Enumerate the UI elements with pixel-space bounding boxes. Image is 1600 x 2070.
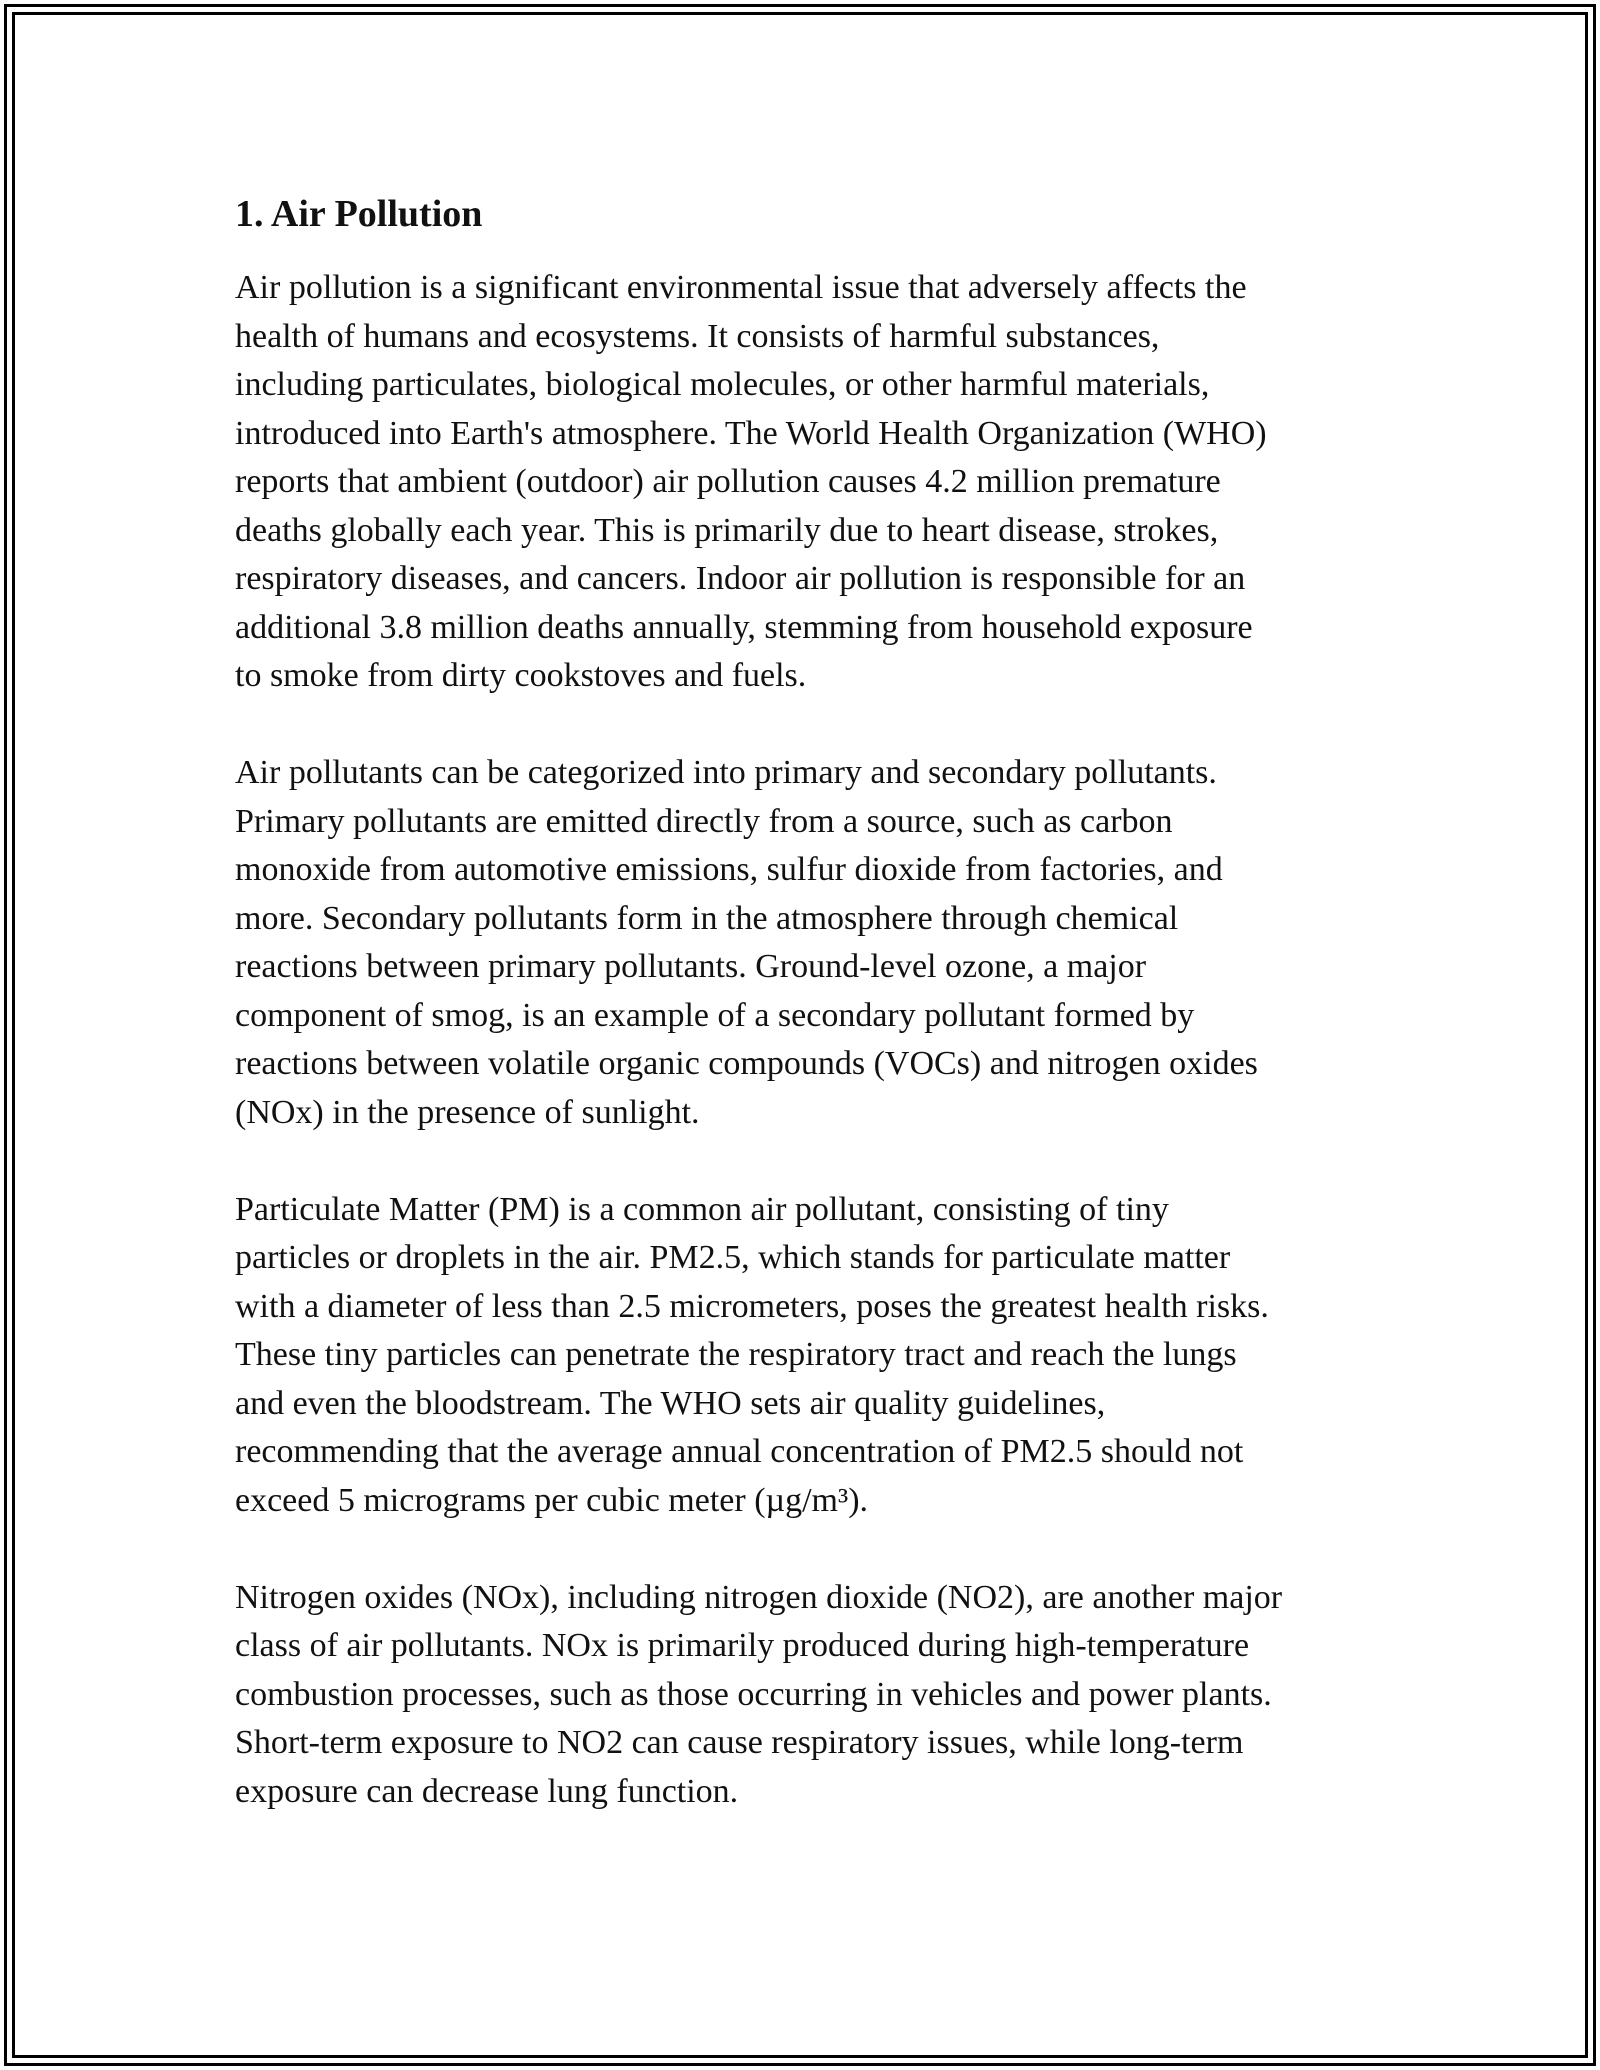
section-heading: 1. Air Pollution [235,193,483,235]
text-line: recommending that the average annual concentration of PM2.5 should not [235,1433,1244,1470]
document-body [235,190,1370,1865]
text-line: and even the bloodstream. The WHO sets air quality guidelines, [235,1384,1106,1422]
text-line: additional 3.8 million deaths annually, stemming from household exposure [235,608,1253,646]
text-line: respiratory diseases, and cancers. Indoor air pollution is responsible for an [235,560,1246,597]
paragraph-nitrogen-oxides [235,1574,1370,1817]
text-line: more. Secondary pollutants form in the atmosphere through chemical [235,899,1179,937]
text-line: reports that ambient (outdoor) air pollution causes 4.2 million premature [235,463,1221,500]
text-line: exposure can decrease lung function. [235,1772,739,1810]
text-line: (NOx) in the presence of sunlight. [235,1093,700,1131]
text-line: particles or droplets in the air. PM2.5, which stands for particulate matter [235,1239,1231,1276]
text-line: These tiny particles can penetrate the respiratory tract and reach the lungs [235,1336,1237,1373]
text-line: Particulate Matter (PM) is a common air pollutant, consisting of tiny [235,1190,1169,1228]
text-line: monoxide from automotive emissions, sulfur dioxide from factories, and [235,851,1223,888]
text-line: Primary pollutants are emitted directly from a source, such as carbon [235,802,1173,840]
text-line: Air pollution is a significant environmental issue that adversely affects the [235,269,1247,306]
text-line: reactions between volatile organic compounds (VOCs) and nitrogen oxides [235,1045,1258,1082]
text-line: reactions between primary pollutants. Ground-level ozone, a major [235,948,1147,985]
text-line: Nitrogen oxides (NOx), including nitrogen dioxide (NO2), are another major [235,1578,1283,1616]
text-line: introduced into Earth's atmosphere. The World Health Organization (WHO) [235,414,1267,452]
text-line: Short-term exposure to NO2 can cause respiratory issues, while long-term [235,1724,1244,1761]
text-line: to smoke from dirty cookstoves and fuels. [235,657,807,694]
paragraph-pollutant-categories [235,749,1370,1137]
text-line: class of air pollutants. NOx is primarily produced during high-temperature [235,1627,1250,1664]
text-line: exceed 5 micrograms per cubic meter (µg/m³). [235,1481,869,1519]
text-line: with a diameter of less than 2.5 micrometers, poses the greatest health risks. [235,1287,1269,1325]
text-line: combustion processes, such as those occurring in vehicles and power plants. [235,1675,1272,1713]
text-line: deaths globally each year. This is primarily due to heart disease, strokes, [235,511,1219,549]
text-line: component of smog, is an example of a secondary pollutant formed by [235,996,1195,1034]
text-line: health of humans and ecosystems. It consists of harmful substances, [235,317,1160,355]
text-line: Air pollutants can be categorized into primary and secondary pollutants. [235,754,1217,791]
paragraph-air-pollution-overview [235,264,1370,701]
paragraph-particulate-matter [235,1186,1370,1526]
text-line: including particulates, biological molecules, or other harmful materials, [235,366,1210,403]
